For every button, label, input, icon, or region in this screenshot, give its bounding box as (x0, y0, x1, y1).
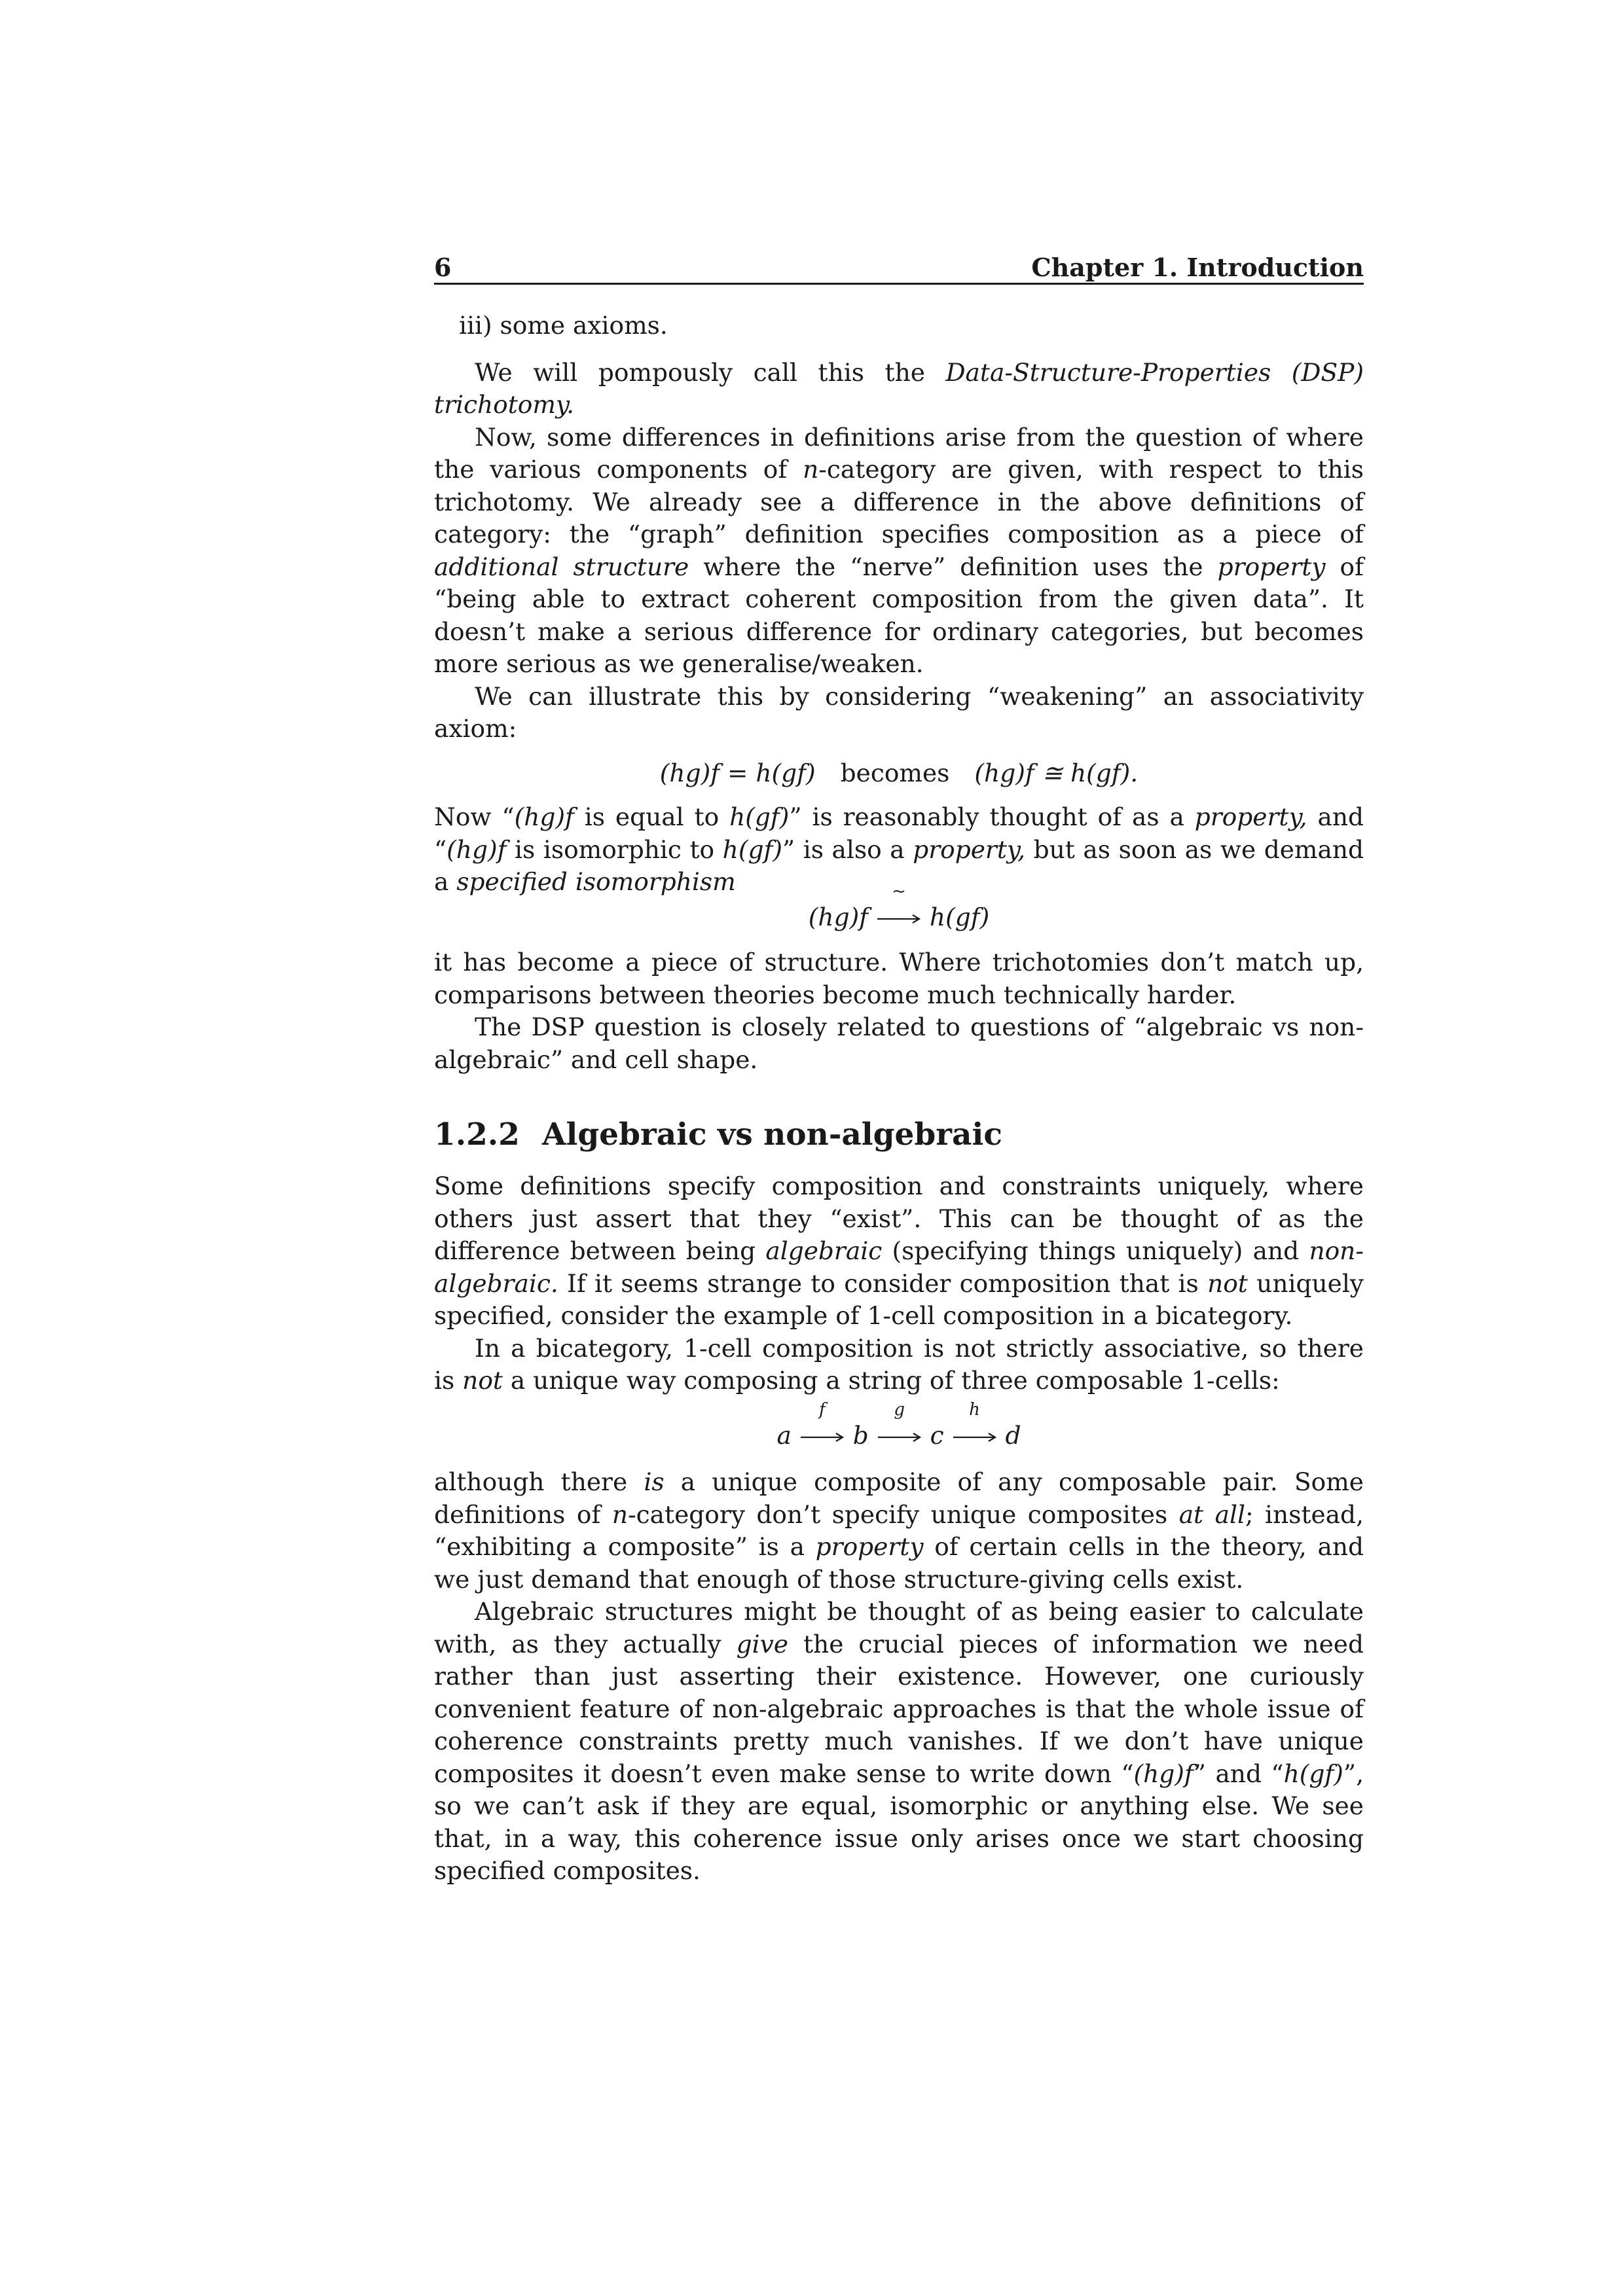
paragraph-unique-composite: although there is a unique composite of any composable pair. Some definitions of n-category don’t specify unique composites at all; instead, “exhibiting a composite” is a property of certain cells in the theory, and we just demand that enough of those structure-giving cells exist. (434, 1467, 1364, 1594)
paragraph-algebraic: Some definitions specify composition and constraints uniquely, where others just assert that they “exist”. This can be thought of as the difference between being algebraic (specifying things uniquely) and non-algebraic. If it seems strange to consider composition that is not uniquely specified, consider the example of 1-cell composition in a bicategory. (434, 1172, 1364, 1330)
paragraph-property: Now “(hg)f is equal to h(gf)” is reasonably thought of as a property, and “(hg)f is isomorphic to h(gf)” is also a property, but as soon as we demand a specified isomorphism (434, 802, 1364, 896)
chapter-title: Chapter 1. Introduction (1031, 253, 1364, 282)
object-a: a (776, 1420, 792, 1450)
book-page (434, 242, 1364, 1888)
section-title: Algebraic vs non-algebraic (542, 1117, 1002, 1153)
section-heading (434, 1115, 1364, 1155)
arrow-h: h (952, 1420, 998, 1452)
paragraph-bicategory: In a bicategory, 1-cell composition is not strictly associative, so there is not a unique way composing a string of three composable 1-cells: (434, 1333, 1364, 1395)
long-right-arrow-icon (952, 1431, 998, 1444)
arrow-g: g (877, 1420, 922, 1452)
object-d: d (1005, 1420, 1021, 1450)
long-right-arrow-icon (876, 912, 922, 925)
paragraph-structure: it has become a piece of structure. Where trichotomies don’t match up, comparisons between theories become much technically harder. (434, 948, 1364, 1009)
composable-cells-diagram (434, 1399, 1364, 1452)
paragraph-dsp: We will pompously call this the Data-Structure-Properties (DSP) trichotomy. (434, 357, 1364, 419)
paragraph-dsp-question: The DSP question is closely related to questions of “algebraic vs non-algebraic” and cell shape. (434, 1013, 1364, 1074)
long-right-arrow-icon (799, 1431, 845, 1444)
iso-arrow: ~ (876, 901, 922, 934)
long-right-arrow-icon (877, 1431, 922, 1444)
paragraph-algebraic-structures: Algebraic structures might be thought of as being easier to calculate with, as they actually give the crucial pieces of information we need rather than just asserting their existence. However, one curiously convenient feature of non-algebraic approaches is that the whole issue of coherence constraints pretty much vanishes. If we don’t have unique composites it doesn’t even make sense to write down “(hg)f” and “h(gf)”, so we can’t ask if they are equal, isomorphic or anything else. We see that, in a way, this coherence issue only arises once we start choosing specified composites. (434, 1597, 1364, 1885)
object-b: b (852, 1420, 869, 1450)
equation-associativity: (hg)f = h(gf) becomes (hg)f ≅ h(gf). (659, 758, 1139, 787)
page-number: 6 (434, 253, 452, 282)
object-c: c (930, 1420, 944, 1450)
section-number: 1.2.2 (434, 1117, 520, 1153)
paragraph-differences: Now, some differences in definitions arise from the question of where the various components of n-category are given, with respect to this trichotomy. We already see a difference in the above definitions of category: the “graph” definition specifies composition as a piece of additional structure where the “nerve” definition uses the property of “being able to extract coherent composition from the given data”. It doesn’t make a serious difference for ordinary categories, but becomes more serious as we generalise/weaken. (434, 422, 1364, 678)
dsp-term: Data-Structure-Properties (DSP) trichotomy. (434, 357, 1364, 419)
paragraph-weakening: We can illustrate this by considering “weakening” an associativity axiom: (434, 681, 1364, 743)
list-item-iii: iii) some axioms. (459, 311, 668, 340)
isomorphism-diagram: (hg)f ~ h(gf) (434, 901, 1364, 934)
arrow-f: f (799, 1420, 845, 1452)
page-body (434, 310, 1364, 1888)
running-head (434, 242, 1364, 285)
